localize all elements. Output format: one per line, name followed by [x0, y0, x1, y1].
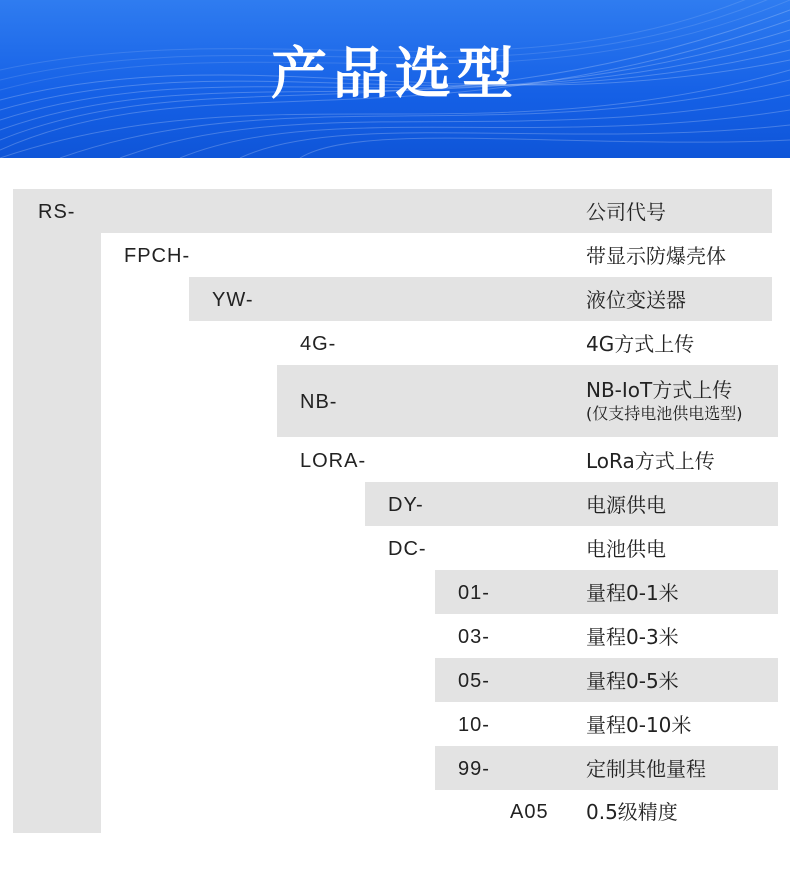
code-range-10: 10-: [458, 714, 490, 736]
code-dc: DC-: [388, 538, 427, 560]
code-lora: LORA-: [300, 450, 367, 472]
desc-enclosure: 带显示防爆壳体: [586, 244, 726, 268]
desc-range-01: 量程0-1米: [586, 581, 679, 605]
code-4g: 4G-: [300, 333, 337, 355]
desc-product: 液位变送器: [586, 288, 686, 312]
desc-range-03: 量程0-3米: [586, 625, 679, 649]
row-band-dy: [365, 482, 778, 526]
code-enclosure: FPCH-: [124, 245, 191, 267]
code-dy: DY-: [388, 494, 424, 516]
desc-nb: NB-IoT方式上传: [586, 378, 733, 402]
code-range-01: 01-: [458, 582, 490, 604]
page-title: 产品选型: [271, 42, 519, 107]
desc-dc: 电池供电: [586, 537, 666, 561]
desc-range-10: 量程0-10米: [586, 713, 692, 737]
code-nb: NB-: [300, 391, 338, 413]
code-range-99: 99-: [458, 758, 490, 780]
desc-nb-note: (仅支持电池供电选型): [586, 404, 743, 423]
desc-accuracy: 0.5级精度: [586, 800, 678, 824]
desc-range-05: 量程0-5米: [586, 669, 679, 693]
code-range-05: 05-: [458, 670, 490, 692]
level-1-block: [13, 189, 101, 833]
desc-lora: LoRa方式上传: [586, 449, 715, 473]
code-accuracy: A05: [510, 801, 549, 823]
code-product: YW-: [212, 289, 254, 311]
desc-company: 公司代号: [586, 200, 666, 224]
code-range-03: 03-: [458, 626, 490, 648]
desc-4g: 4G方式上传: [586, 332, 695, 356]
header-banner: [0, 0, 790, 158]
code-company: RS-: [38, 201, 76, 223]
desc-range-99: 定制其他量程: [586, 757, 706, 781]
desc-dy: 电源供电: [586, 493, 666, 517]
